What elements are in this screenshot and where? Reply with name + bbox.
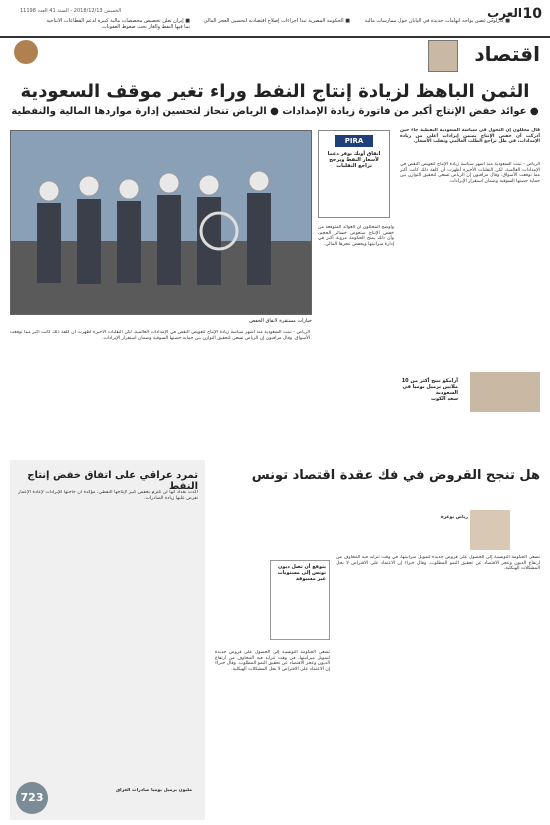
- pira-box: [318, 130, 390, 218]
- story2-body-2: تسعى الحكومة التونسية إلى الحصول على قروض جديدة لتمويل ميزانيتها، في وقت تتزايد فيه المخاوف من ارتفاع الديون وعجز الاقتصاد عن تحقيق النمو المطلوب. وقال خبراء إن الاعتماد على الاقتراض لا يحل المشكلات الهيكلية.: [215, 650, 330, 672]
- teaser-right: ■ كارلوس غصن يواجه اتهامات جديدة في اليابان حول ممارسات مالية: [364, 18, 510, 24]
- pira-quote: اتفاق أوبك يوفر دعما لأسعار النفط ويرجح تراجع التقلبات: [327, 151, 381, 169]
- columnist-thumbnail: [428, 40, 458, 72]
- dateline: الخميس 2018/12/13 - السنة 41 العدد 11198: [20, 8, 122, 14]
- page-number: 10: [522, 6, 542, 22]
- section-title: اقتصاد: [474, 42, 540, 66]
- story2-highlight: يتوقع أن تصل ديون تونس إلى مستويات غير مسبوقة: [270, 560, 330, 640]
- article-column-3: الرياض - تبنت السعودية منذ أشهر سياسة زيادة الإنتاج لتعويض النقص في الإمدادات العالمية، لكن التقلبات الأخيرة أظهرت أن كلفة ذلك كانت أكبر مما توقعت الأسواق. وقال مراقبون إن الرياض تسعى لتحقيق التوازن بين حماية حصتها السوقية وضمان استقرار الإيرادات.: [10, 330, 310, 341]
- subheadlines: ● عوائد خفض الإنتاج أكبر من فاتورة زيادة الإمدادات ● الرياض تنحاز لتحسين إدارة مواردها المالية والنفطية: [11, 106, 539, 117]
- newspaper-brand: العرب: [487, 6, 522, 20]
- pull-quote-text: أرامكو تنتج أكثر من 10 ملايين برميل يوميا في السعودية: [401, 378, 458, 396]
- story2-headline: هل تنجح القروض في فك عقدة اقتصاد تونس: [251, 468, 540, 483]
- main-photo: [10, 130, 312, 315]
- story2-body: تسعى الحكومة التونسية إلى الحصول على قروض جديدة لتمويل ميزانيتها، في وقت تتزايد فيه المخاوف من ارتفاع الديون وعجز الاقتصاد عن تحقيق النمو المطلوب. وقال خبراء إن الاعتماد على الاقتراض لا يحل المشكلات الهيكلية.: [336, 555, 540, 572]
- story3-headline: تمرد عراقي على اتفاق خفض إنتاج النفط: [27, 470, 198, 492]
- article-column-1: الرياض - تبنت السعودية منذ أشهر سياسة زيادة الإنتاج لتعويض النقص في الإمدادات العالمية، لكن التقلبات الأخيرة أظهرت أن كلفة ذلك كانت أكبر مما توقعت الأسواق. وقال مراقبون إن الرياض تسعى لتحقيق التوازن بين حماية حصتها السوقية وضمان استقرار الإيرادات.: [400, 162, 540, 184]
- article-column-2: وأوضح المحللون أن العوائد المتوقعة من خفض الإنتاج ستعوض خسائر الحجم، وأن ذلك يمنح الحكومة مرونة أكبر في إدارة ميزانيتها ويخفض عجزها المالي.: [318, 225, 394, 247]
- byline-photo: [470, 510, 510, 550]
- teaser-mid: ■ الحكومة المصرية تبدأ اجراءات إصلاح اقتصادية لتحسين العجز المالي: [203, 18, 350, 24]
- teaser-left: ■ إيران تعلن تخصيص مخصصات مالية كبيرة لدعم القطاعات الانتاجية بما فيها النفط والغاز تحت ضغوط العقوبات: [46, 18, 190, 30]
- pira-logo: PIRA: [335, 135, 373, 147]
- pull-quote: [398, 378, 458, 402]
- page-header: [0, 0, 550, 38]
- logo-seal-icon: [14, 40, 38, 64]
- story3-body: أكدت بغداد أنها لن تلتزم بخفض كبير لإنتاجها النفطي، مؤكدة أن حاجتها للإيرادات لإعادة الإعمار تفرض عليها زيادة الصادرات.: [18, 490, 198, 501]
- stat-label: مليون برميل يوميا صادرات العراق: [115, 788, 192, 793]
- story2-byline: رياض بوعزة: [440, 515, 468, 520]
- quote-portrait: [470, 372, 540, 412]
- main-headline: الثمن الباهظ لزيادة إنتاج النفط وراء تغير موقف السعودية: [20, 81, 530, 102]
- lead-paragraph: قال محللون إن التحول في سياسة السعودية النفطية جاء حين أدركت أن خفض الإنتاج يضمن إيرادات أعلى من زيادة الإمدادات، في ظل تراجع الطلب العالمي وتقلب الأسعار.: [400, 128, 540, 145]
- photo-caption: خيارات مستقرة لاتفاق الخفض: [249, 318, 312, 324]
- pull-quote-author: سعد الكوت: [430, 396, 458, 402]
- stat-badge: 723: [16, 782, 48, 814]
- photo-illustration: [10, 131, 311, 315]
